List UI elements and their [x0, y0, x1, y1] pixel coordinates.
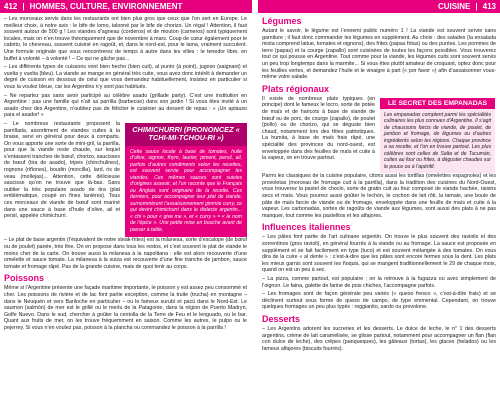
right-section-title: CUISINE — [437, 2, 471, 11]
right-page-body — [262, 16, 496, 402]
meat-paragraph-1: – Les morceaux servis dans les restaurants ont bien plus gros que ceux que l’on sert en Europe. Le meilleur choix, à notre avis : le bife de lomo, talonné par le bife de chorizo. Un régal ! Attention, il faut souvent autour de 500 g ! Les viandes d’agneau (corderos) et de mouton (carneros) sont typiquement locales, mais on n’en trouve théoriquement que de novembre à mars. Coup de cœur également pour le cabrito, le chevreau, souvent cuisiné en ragoût, et, dans le nord-est, pour le lama, vraiment succulent. Une formule originale que vous rencontrerez de temps à autre dans les villes : le tenedor libre, en buffet à volonté – à volonté ! – Ce qui ne gâche pas... — [4, 16, 247, 62]
header-separator: | — [22, 2, 25, 11]
empanadas-box-title: LE SECRET DES EMPANADAS — [380, 98, 495, 109]
meat-paragraph-4: – Le nombreux restaurants proposent la parrillada, assortiment de viandes cuites à la braise, servi en général pour deux à comparts. On vous apporte une sorte de mini-gril, la parrilla, pour que la viande reste chaude, sur lequel s’entassent tranches de bœuf, chorizo, saucisses de bœuf (tira de asado), tripes (chinchulines), rognons (riñones), boudin (morcilla), lard, ris de veau (mollejas)... Attention, cette délicieuse saucisse qu’on ne trouve que là-bas. Sans oublier la très populaire asado de tira (plat emblématique, coupé en fines lanières). Tous ces morceaux de viande de bœuf sont mariné dans une sauce à base d’huile d’olive, ail et persil, appelée chimichurri. — [4, 120, 120, 220]
desserts-paragraph: – Les Argentins adorent les sucreries et les desserts. Le dulce de leche, le n° 1 des desserts argentins, crème de lait caramélisée, se glisse partout, notamment pour accompagner un flan (flan con dulce de leche), des crêpes (panqueques), les gâteaux (tortas), les glaces (helados) ou les fameux alfajores (biscuits fourrés). — [262, 325, 496, 352]
header-separator: | — [475, 2, 478, 11]
meat-paragraph-3: – Ne repartez pas sans avoir participé au célèbre asado (grillade party). C’est une institution en Argentine : pas une famille qui n’ait sa parrilla (barbecue) dans son jardin ! Si vous êtes invité à un asado chez des Argentins, n’oubliez pas de féliciter le cuisinier au dessert de repas : « ¡Un aplauso para el asador! » — [4, 92, 247, 119]
vegetables-paragraph: Autant le savoir, le légume est l’ennemi public numéro 1 ! La viande est souvent servie sans garniture ; il faut donc commander les légumes en supplément. Au choix : des salades (la ensalada mixta comprend laitue, tomates et oignons), des frites (papas fritas) ou des purées. Les pommes de terre (papas) et la courge (zapallo) sont cuisinées de toutes les façons possibles. Vous trouverez tout ce qui pousse en Argentine. Tout comme pour la viande, les légumes cuits sont souvent servis un peu trop longtemps dans la marmite... Si vous êtes plutôt amateur de croquant, optez donc pour les feuilles vertes, et demandez l’huile et le vinaigre à part (« por favor ») afin d’assaisonner vous-même votre salade. — [262, 28, 496, 81]
regional-paragraph-2: Parmi les classiques de la cuisine populaire, citons aussi les tortillas (omelettes espagnoles) et les provoletas (morceau de fromage cuit à la parrilla), dans la tradition des cuisines du Nord-Ouest, vous trouverez la pastel de choclo, sorte de gratin cuit au four composé de viande hachée, raisins secs et maïs. Vous pourrez aussi goûter le lechón, le cochon de lait rôti, la tamale, une boule de pâte de maïs farcie de viande ou de fromage, enveloppée dans une feuille de maïs et cuite à la vapeur. Les carbonadas, sortes de ragoûts de viande aux légumes, sont aussi des plats à ne pas manquer, tout comme les pastelitos et les alfajores. — [262, 173, 496, 219]
chimichurri-box-title: CHIMICHURRI (PRONONCEZ « TCHI-MI-TCHOU-RI ») — [125, 123, 247, 146]
left-page-number: 412 — [4, 2, 18, 11]
italian-paragraph-3: – Les fromages sont de façon générale peu variés (« queso fresco », c’est-à-dire frais) et se déclinent surtout sous forme de queso de campo, de type emmental. Cependant, on trouve quelques fromages un peu plus typés : reggianito, sardo ou provolone. — [262, 291, 496, 311]
right-page-number: 413 — [482, 2, 496, 11]
section-title-influences: Influences italiennes — [262, 222, 351, 233]
section-title-desserts: Desserts — [262, 313, 301, 324]
parrillada-with-box — [4, 121, 247, 238]
italian-paragraph-2: – La pizza, comme partout, est populaire ; on la retrouve à la fugazza ou avec simplement de l’oignon. Le faina, galette de farine de pois chiches, l’accompagne parfois. — [262, 275, 496, 289]
section-title-poissons: Poissons — [4, 273, 45, 284]
fish-paragraph: Même si l’Argentine présente une façade maritime importante, le poisson y est assez peu consommé et cher. Les poissons de rivière et de lac font partie exception, comme la truite (trucha) en montagne – dans le Neuquén et vers Bariloche en particulier – ou le fameux surubí et pacú dans le Nord-Est. Le saumon (salmón) de mer est le grillé ou le merlu de la Patagonie, dans la région de Puerto Madryn, Golfe Nuevo. Dans le sud, chercher à goûter la centolla de la Terre de Feu et le lenguado, ou le bar. Quant aux fruits de mer, on les trouve fréquemment en saison. Comme les autres, le pulpo ou le pejerrey. Si vous n’en voulez pas, poisson à la plancha ou commandez le poisson à la parrilla ! — [4, 285, 247, 331]
parrillada-text — [4, 121, 120, 238]
left-page-body — [4, 16, 247, 402]
right-page-header — [258, 0, 500, 13]
section-title-legumes: Légumes — [262, 16, 302, 26]
section-title-plats-regionaux: Plats régionaux — [262, 83, 330, 94]
regional-paragraph-1: Il existe de nombreux plats typiques (en principe) dont le fameux le locro, sorte de potée de maïs et de haricots à base de viande de bœuf ou de porc, de courge (zapallo), de poulet (pollo) ou de chorizo, qui se déguste bien chaud, notamment lors des fêtes patriotiques. La humita, à base de maïs frais râpé, une spécialité des provinces du nord-ouest, est enveloppée dans des feuilles de maïs et cuite à la vapeur, on en trouve partout. — [262, 95, 375, 162]
left-page-header — [0, 0, 252, 13]
empanadas-box-text: Les empanadas comptent parmi les spécialités culinaires les plus connues d’Argentine. Il s’agit de chaussons farcis de viande, de poulet, de jambon et fromage, de légumes ou d’autres ingrédients selon les régions. Chaque province a sa recette, et l’on en trouve partout. Les plus célèbres sont celles de Salta et de Tucumán, cuites au four ou frites, à déguster chaudes sur le pouce ou à l’apéritif. — [384, 111, 491, 170]
empanadas-box — [380, 98, 495, 174]
regional-text — [262, 96, 375, 174]
chimichurri-box — [125, 123, 247, 238]
italian-paragraph-1: – Les pâtes font partie de l’art culinaire argentin. On trouve le plus souvent des raviolis et des sorrentinos (gros ravioli), en général fourrés à la viande ou au fromage. La sauce est proposée en supplément et se fait facilement en type (tuco) et est souvent mélangée à des tomates. On vous dira de la cuire « al dente » : c’est-à-dire que les pâtes sont encore fermes sous la dent. Les plats les mieux garnis sont souvent les ñoquis, qui se mangent traditionnellement le 29 de chaque mois, quand on est un peu à sec. — [262, 234, 496, 274]
chimichurri-box-text: Cette sauce locale à base de tomates, huile d’olive, oignon, thym, laurier, piment, persil, ail, parfois d’autres condiments selon les recettes, est souvent servie pour accompagner les viandes. Ces mêmes sauces sont suivies d’origines asseoir, et l’on raconte que le Français ou Anglais sont originaire de la recette. Ces derniers, pour accompagner leur plat de viande, surnommèrent l’assaisonnement gimmie curry, ce qui devint chimichurri dans le dialecte argentin... « chi » pour « give me », et « curry » = « le nom de l’épice ». Une petite mise en bouche avant de passer à table. — [130, 148, 243, 233]
left-section-title: HOMMES, CULTURE, ENVIRONNEMENT — [29, 2, 183, 11]
regional-with-box — [262, 96, 496, 174]
meat-paragraph-5: – Le plat de base argentin (l’équivalent de notre steak-frites) est la milanesa, sorte d’escalope (de bœuf ou de poulet) panée, très fine. On en propose dans tous les restos, et c’est souvent le plat de viande le moins cher de la carte. On trouve aussi la milanesa à la napolitana : elle est alors recouverte d’une omelette et sauce tomate. La milanesa à la suiza est recouverte d’une fine tranche de jambon, sauce tomate et fromage râpé. Pas de la grande cuisine, mais de quoi tenir au corps. — [4, 237, 247, 270]
meat-paragraph-2: – Les différents types de cuissons vont bien hecho (bien cuit), al punto (à point), jugoso (saignant) et vuelta y vuelta (bleu). La viande se mange en général très cuite, vous avez donc intérêt à demander un degré de cuisson en dessous de celui que vous demandez habituellement, insistez en particulier si vous la voulez bleue, car les Argentins n’y sont pas habitués. — [4, 64, 247, 90]
page-gutter — [252, 0, 258, 405]
